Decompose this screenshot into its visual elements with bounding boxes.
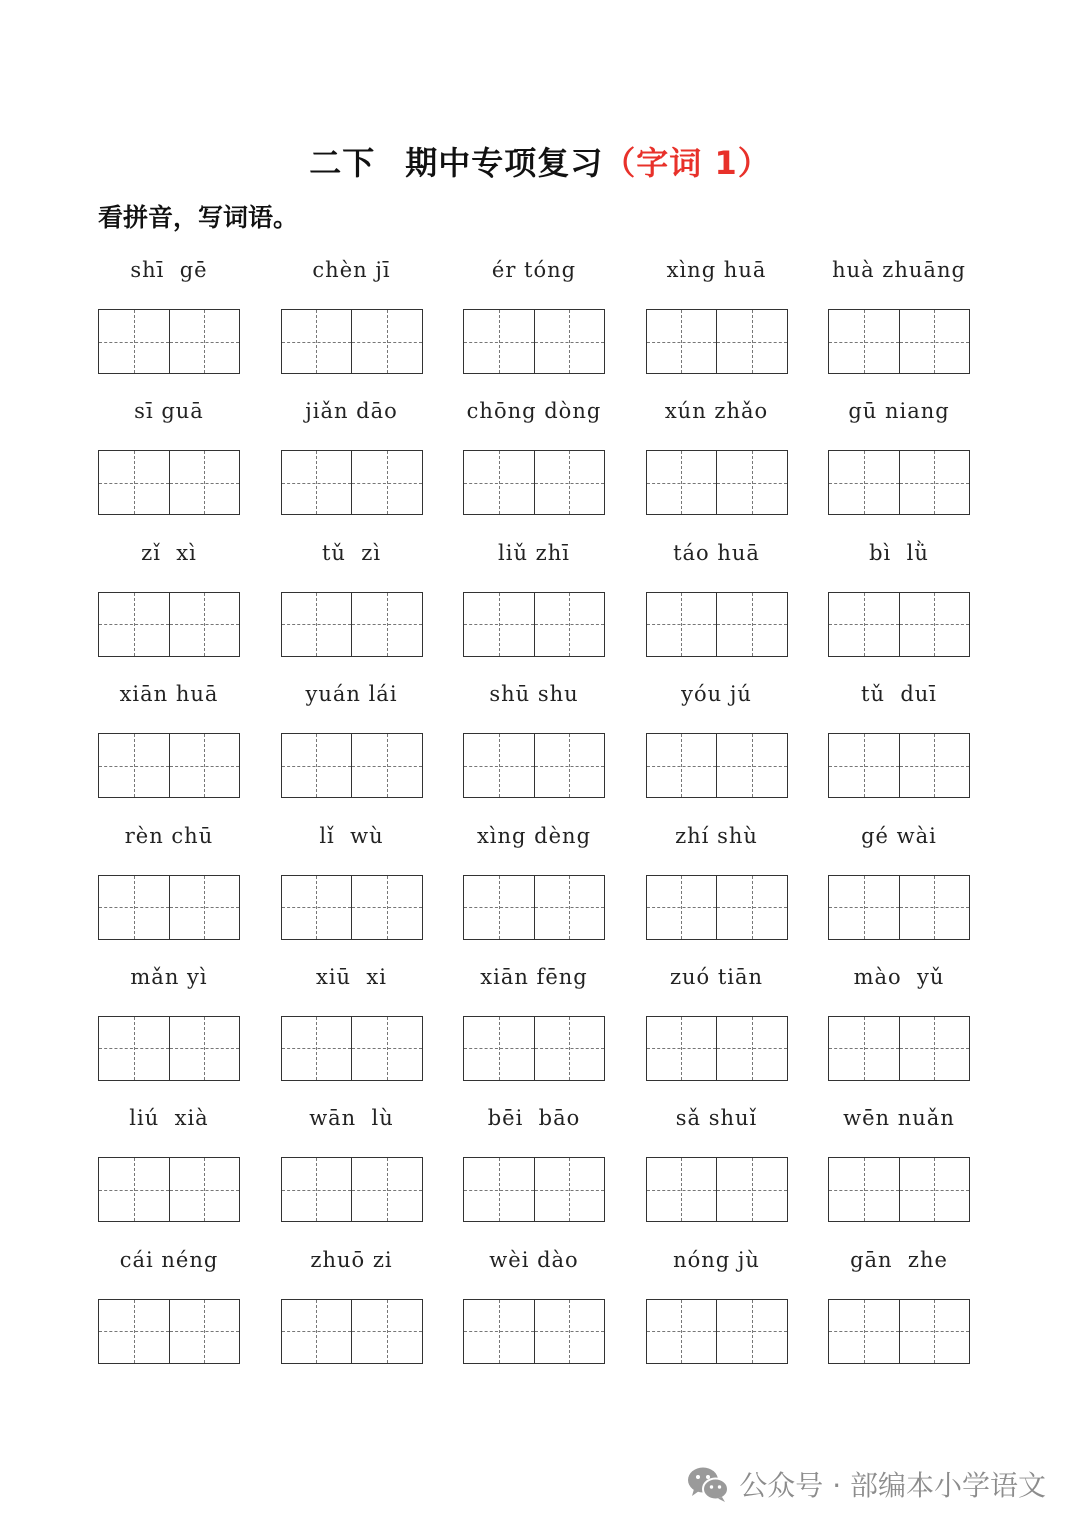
exercise-item [98, 252, 240, 393]
tianzi-box [716, 1300, 787, 1363]
tianzi-box [99, 593, 169, 656]
exercise-item [281, 535, 423, 676]
tianzi-box [99, 1300, 169, 1363]
writing-grid [646, 1157, 788, 1222]
exercise-item [828, 1100, 970, 1241]
tianzi-box [351, 310, 422, 373]
tianzi-box [464, 1300, 534, 1363]
tianzi-box [829, 1017, 899, 1080]
writing-grid [463, 875, 605, 940]
exercise-item [463, 535, 605, 676]
tianzi-box [716, 734, 787, 797]
tianzi-box [464, 593, 534, 656]
pinyin-label: sī guā [134, 399, 204, 424]
pinyin-label: zuó tiān [669, 964, 764, 989]
exercise-item [463, 818, 605, 959]
title-accent: （字词 1） [603, 144, 771, 182]
exercise-item [828, 1242, 970, 1383]
exercise-item [98, 959, 240, 1100]
writing-grid [646, 1299, 788, 1364]
exercise-item [281, 818, 423, 959]
writing-grid [828, 592, 970, 657]
pinyin-label: shī gē [130, 258, 208, 282]
tianzi-box [169, 1300, 240, 1363]
tianzi-box [534, 734, 605, 797]
pinyin-label: liǔ zhī [498, 540, 570, 565]
tianzi-box [169, 734, 240, 797]
exercise-row [98, 676, 970, 817]
writing-grid [98, 592, 240, 657]
tianzi-box [534, 1017, 605, 1080]
tianzi-box [716, 1158, 787, 1221]
tianzi-box [351, 1300, 422, 1363]
pinyin-label: yuán lái [305, 682, 398, 707]
exercise-item [828, 818, 970, 959]
exercise-item [646, 1100, 788, 1241]
tianzi-box [282, 593, 352, 656]
pinyin-label: xìng dèng [476, 823, 592, 848]
tianzi-box [282, 310, 352, 373]
exercise-item [281, 959, 423, 1100]
tianzi-box [99, 876, 169, 939]
pinyin-label: xiān huā [119, 682, 219, 707]
pinyin-label: mào yǔ [853, 964, 945, 989]
writing-grid [281, 309, 423, 374]
writing-grid [98, 733, 240, 798]
exercise-item [828, 393, 970, 534]
exercise-item [646, 535, 788, 676]
writing-grid [281, 1299, 423, 1364]
exercise-row [98, 1242, 970, 1383]
tianzi-box [351, 876, 422, 939]
pinyin-label: mǎn yì [130, 964, 208, 989]
writing-grid [281, 733, 423, 798]
pinyin-label: wān lù [309, 1106, 394, 1131]
exercise-item [98, 1242, 240, 1383]
tianzi-box [829, 451, 899, 514]
writing-grid [646, 1016, 788, 1081]
writing-grid [98, 1299, 240, 1364]
exercise-item [463, 393, 605, 534]
exercise-item [98, 676, 240, 817]
pinyin-label: ér tóng [491, 258, 577, 282]
exercise-item [646, 959, 788, 1100]
tianzi-box [899, 1300, 970, 1363]
writing-grid [463, 1299, 605, 1364]
tianzi-box [534, 593, 605, 656]
pinyin-label: xiū xi [316, 964, 387, 989]
pinyin-label: cái néng [119, 1247, 219, 1272]
tianzi-box [169, 593, 240, 656]
tianzi-box [282, 876, 352, 939]
pinyin-label: zhí shù [675, 823, 758, 848]
pinyin-label: lǐ wù [319, 823, 384, 848]
exercise-item [98, 393, 240, 534]
writing-grid [828, 733, 970, 798]
tianzi-box [282, 451, 352, 514]
tianzi-box [99, 451, 169, 514]
writing-grid [463, 733, 605, 798]
pinyin-label: rèn chū [124, 823, 214, 848]
page-title [0, 138, 1080, 184]
tianzi-box [464, 451, 534, 514]
pinyin-label: xìng huā [666, 258, 767, 282]
writing-grid [463, 450, 605, 515]
tianzi-box [647, 1300, 717, 1363]
exercise-row [98, 252, 970, 393]
tianzi-box [351, 593, 422, 656]
exercise-item [646, 393, 788, 534]
tianzi-box [647, 876, 717, 939]
pinyin-label: xiān fēng [480, 964, 588, 989]
tianzi-box [647, 310, 717, 373]
tianzi-box [351, 1158, 422, 1221]
tianzi-box [464, 310, 534, 373]
writing-grid [98, 1157, 240, 1222]
tianzi-box [99, 734, 169, 797]
tianzi-box [99, 1158, 169, 1221]
tianzi-box [534, 451, 605, 514]
exercise-item [281, 1242, 423, 1383]
exercise-row [98, 535, 970, 676]
tianzi-box [99, 310, 169, 373]
tianzi-box [716, 876, 787, 939]
writing-grid [828, 875, 970, 940]
tianzi-box [351, 1017, 422, 1080]
tianzi-box [829, 1300, 899, 1363]
tianzi-box [829, 593, 899, 656]
tianzi-box [716, 1017, 787, 1080]
pinyin-label: jiǎn dāo [305, 399, 398, 424]
writing-grid [646, 875, 788, 940]
pinyin-label: sǎ shuǐ [675, 1106, 758, 1131]
tianzi-box [99, 1017, 169, 1080]
writing-grid [281, 450, 423, 515]
exercise-item [463, 959, 605, 1100]
tianzi-box [464, 1158, 534, 1221]
tianzi-box [899, 1158, 970, 1221]
exercise-item [281, 252, 423, 393]
tianzi-box [716, 593, 787, 656]
tianzi-box [899, 1017, 970, 1080]
tianzi-box [899, 876, 970, 939]
writing-grid [646, 450, 788, 515]
pinyin-label: liú xià [129, 1106, 209, 1131]
pinyin-label: zhuō zi [310, 1247, 393, 1272]
exercise-item [828, 252, 970, 393]
pinyin-label: gé wài [861, 823, 937, 848]
exercise-item [463, 676, 605, 817]
tianzi-box [169, 1158, 240, 1221]
tianzi-box [647, 734, 717, 797]
tianzi-box [169, 451, 240, 514]
pinyin-label: gān zhe [850, 1247, 948, 1272]
tianzi-box [351, 451, 422, 514]
tianzi-box [647, 593, 717, 656]
tianzi-box [899, 593, 970, 656]
tianzi-box [169, 1017, 240, 1080]
exercise-item [828, 676, 970, 817]
writing-grid [281, 1157, 423, 1222]
writing-grid [646, 592, 788, 657]
exercise-item [646, 252, 788, 393]
pinyin-label: chèn jī [312, 258, 391, 282]
tianzi-box [899, 734, 970, 797]
writing-grid [646, 309, 788, 374]
tianzi-box [829, 310, 899, 373]
tianzi-box [829, 1158, 899, 1221]
tianzi-box [534, 1158, 605, 1221]
exercise-row [98, 393, 970, 534]
pinyin-label: nóng jù [673, 1247, 760, 1272]
tianzi-box [534, 876, 605, 939]
pinyin-label: chōng dòng [466, 399, 602, 424]
pinyin-label: táo huā [673, 540, 760, 565]
tianzi-box [716, 310, 787, 373]
tianzi-box [534, 310, 605, 373]
watermark-text: 公众号 · 部编本小学语文 [739, 1469, 1046, 1502]
writing-grid [828, 1299, 970, 1364]
writing-grid [828, 1016, 970, 1081]
title-main: 期中专项复习 [405, 144, 604, 182]
tianzi-box [829, 876, 899, 939]
exercise-row [98, 959, 970, 1100]
wechat-icon [687, 1465, 729, 1503]
writing-grid [828, 309, 970, 374]
tianzi-box [282, 1017, 352, 1080]
writing-grid [98, 1016, 240, 1081]
writing-grid [281, 875, 423, 940]
tianzi-box [534, 1300, 605, 1363]
pinyin-label: gū niang [848, 399, 950, 424]
tianzi-box [282, 734, 352, 797]
writing-grid [281, 1016, 423, 1081]
exercise-item [281, 1100, 423, 1241]
pinyin-label: huà zhuāng [832, 258, 966, 282]
writing-grid [98, 875, 240, 940]
tianzi-box [829, 734, 899, 797]
writing-grid [463, 1016, 605, 1081]
writing-grid [463, 1157, 605, 1222]
tianzi-box [899, 310, 970, 373]
watermark [687, 1464, 1046, 1504]
pinyin-label: yóu jú [681, 682, 752, 707]
writing-grid [98, 309, 240, 374]
pinyin-label: shū shu [489, 682, 579, 707]
pinyin-label: bì lǜ [869, 540, 929, 565]
exercise-item [281, 393, 423, 534]
writing-grid [281, 592, 423, 657]
tianzi-box [647, 1017, 717, 1080]
writing-grid [463, 309, 605, 374]
pinyin-label: tǔ duī [861, 682, 937, 707]
exercise-item [98, 818, 240, 959]
tianzi-box [464, 1017, 534, 1080]
exercise-item [463, 1242, 605, 1383]
exercise-item [463, 252, 605, 393]
exercise-item [98, 1100, 240, 1241]
exercise-item [828, 959, 970, 1100]
exercise-item [828, 535, 970, 676]
exercise-grid [98, 252, 970, 1383]
exercise-row [98, 1100, 970, 1241]
exercise-item [98, 535, 240, 676]
exercise-item [281, 676, 423, 817]
instruction: 看拼音，写词语。 [98, 203, 299, 232]
tianzi-box [351, 734, 422, 797]
pinyin-label: zǐ xì [141, 540, 197, 565]
writing-grid [828, 450, 970, 515]
writing-grid [646, 733, 788, 798]
tianzi-box [647, 1158, 717, 1221]
exercise-item [646, 676, 788, 817]
writing-grid [828, 1157, 970, 1222]
tianzi-box [169, 876, 240, 939]
writing-grid [463, 592, 605, 657]
pinyin-label: bēi bāo [487, 1106, 581, 1131]
tianzi-box [282, 1158, 352, 1221]
title-grade: 二下 [309, 144, 376, 182]
tianzi-box [647, 451, 717, 514]
pinyin-label: tǔ zì [321, 540, 382, 565]
tianzi-box [169, 310, 240, 373]
tianzi-box [464, 876, 534, 939]
tianzi-box [282, 1300, 352, 1363]
exercise-item [646, 1242, 788, 1383]
pinyin-label: xún zhǎo [664, 399, 769, 424]
writing-grid [98, 450, 240, 515]
exercise-row [98, 818, 970, 959]
tianzi-box [899, 451, 970, 514]
pinyin-label: wēn nuǎn [843, 1106, 955, 1131]
exercise-item [646, 818, 788, 959]
tianzi-box [464, 734, 534, 797]
pinyin-label: wèi dào [489, 1247, 579, 1272]
exercise-item [463, 1100, 605, 1241]
tianzi-box [716, 451, 787, 514]
